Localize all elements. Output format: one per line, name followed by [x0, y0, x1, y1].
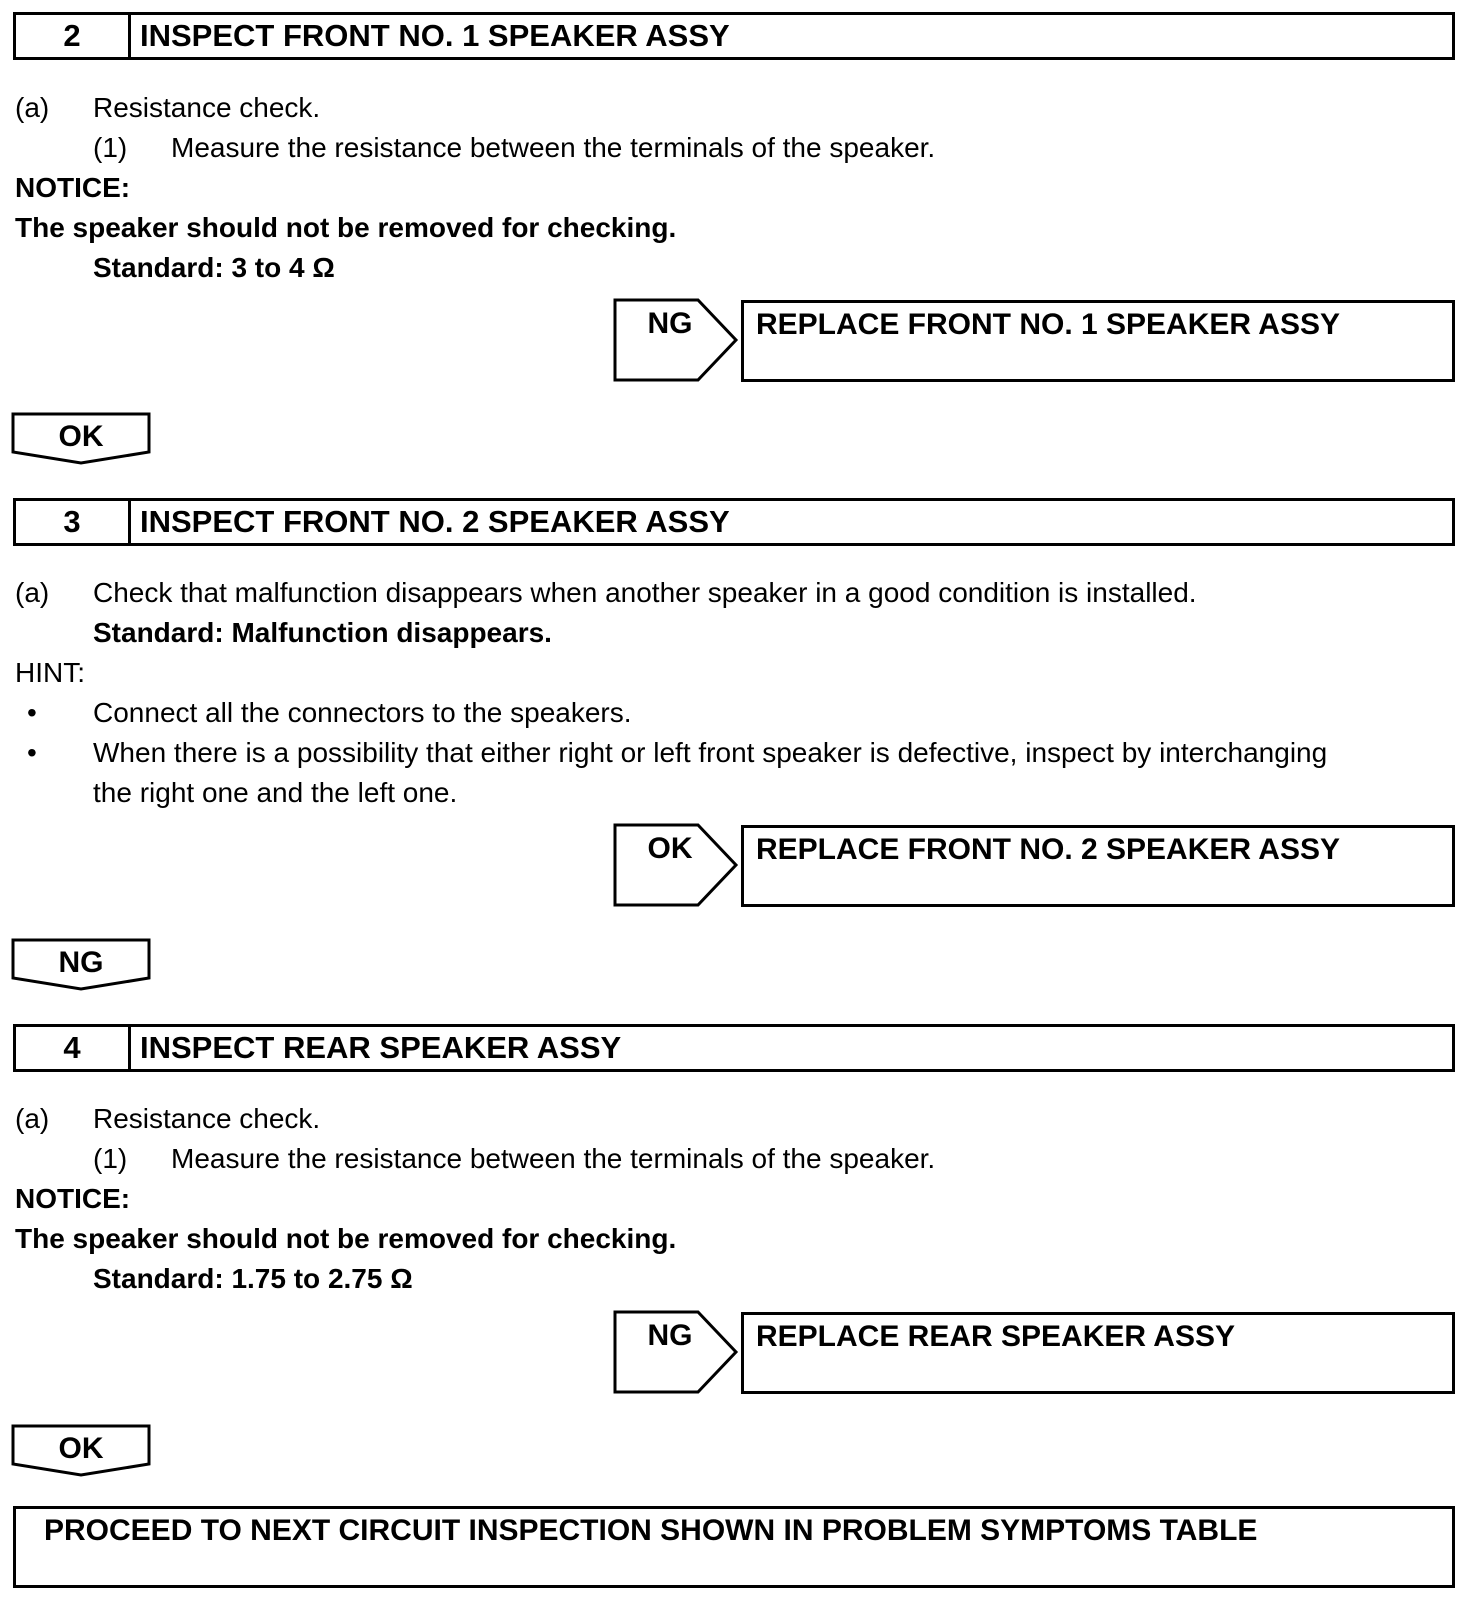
- item-marker: (a): [15, 577, 50, 608]
- standard-value: Standard: 1.75 to 2.75 Ω: [93, 1263, 413, 1294]
- sub-item-marker: (1): [93, 132, 128, 163]
- standard-value: Standard: 3 to 4 Ω: [93, 252, 335, 283]
- notice-text: The speaker should not be removed for checking.: [15, 1223, 677, 1254]
- item-marker: (a): [15, 1103, 50, 1134]
- branch-label: OK: [647, 832, 693, 865]
- item-marker: (a): [15, 92, 50, 123]
- down-label: OK: [58, 420, 104, 453]
- notice-label: NOTICE:: [15, 1183, 131, 1214]
- step-number: 4: [16, 1027, 131, 1069]
- item-text: Resistance check.: [93, 92, 321, 123]
- notice-text: The speaker should not be removed for checking.: [15, 212, 677, 243]
- sub-item-text: Measure the resistance between the terminals of the speaker.: [171, 132, 936, 163]
- item-text: Check that malfunction disappears when another speaker in a good condition is installed.: [93, 577, 1197, 608]
- hint-text: When there is a possibility that either right or left front speaker is defective, inspect by interchanging: [93, 737, 1328, 768]
- step-3-header: [13, 498, 1455, 546]
- step-title: INSPECT FRONT NO. 2 SPEAKER ASSY: [140, 504, 730, 539]
- down-label: NG: [58, 946, 104, 979]
- branch-action-text: REPLACE FRONT NO. 2 SPEAKER ASSY: [756, 833, 1340, 866]
- final-action-box: [13, 1506, 1455, 1588]
- branch-action-text: REPLACE FRONT NO. 1 SPEAKER ASSY: [756, 308, 1340, 341]
- hint-label: HINT:: [15, 657, 85, 688]
- branch-action-box: [741, 1312, 1455, 1394]
- hint-bullet: •: [27, 697, 37, 728]
- item-text: Resistance check.: [93, 1103, 321, 1134]
- hint-bullet: •: [27, 737, 37, 768]
- down-label: OK: [58, 1432, 104, 1465]
- branch-label: NG: [647, 1319, 693, 1352]
- branch-action-text: REPLACE REAR SPEAKER ASSY: [756, 1320, 1235, 1353]
- step-title: INSPECT FRONT NO. 1 SPEAKER ASSY: [140, 18, 730, 53]
- hint-text-continued: the right one and the left one.: [93, 777, 458, 808]
- branch-action-box: [741, 825, 1455, 907]
- standard-value: Standard: Malfunction disappears.: [93, 617, 552, 648]
- step-number: 2: [16, 15, 131, 57]
- branch-action-box: [741, 300, 1455, 382]
- branch-label: NG: [647, 307, 693, 340]
- final-action-text: PROCEED TO NEXT CIRCUIT INSPECTION SHOWN IN PROBLEM SYMPTOMS TABLE: [44, 1514, 1258, 1547]
- notice-label: NOTICE:: [15, 172, 131, 203]
- hint-text: Connect all the connectors to the speakers.: [93, 697, 632, 728]
- sub-item-text: Measure the resistance between the terminals of the speaker.: [171, 1143, 936, 1174]
- step-title: INSPECT REAR SPEAKER ASSY: [140, 1030, 622, 1065]
- step-4-header: [13, 1024, 1455, 1072]
- step-number: 3: [16, 501, 131, 543]
- sub-item-marker: (1): [93, 1143, 128, 1174]
